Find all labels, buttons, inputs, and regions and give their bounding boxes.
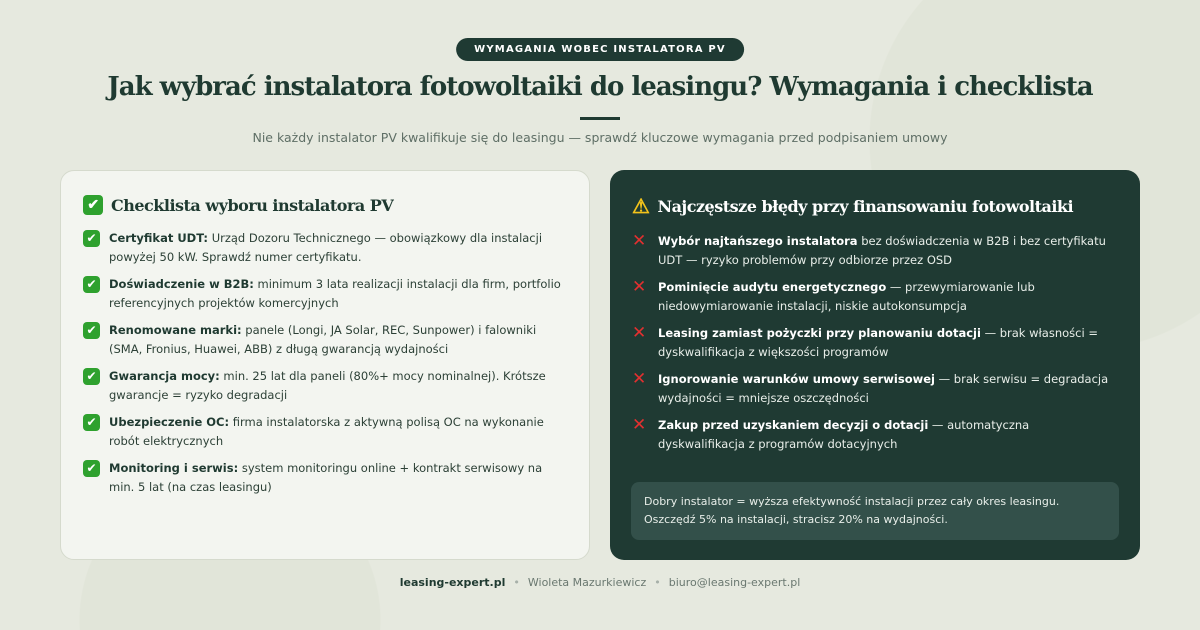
mistakes-item — [632, 370, 1118, 407]
checklist-item — [83, 229, 567, 266]
item-label: Gwarancja mocy: — [109, 369, 220, 383]
footer-site-link[interactable]: leasing-expert.pl — [399, 576, 506, 589]
item-label: Wybór najtańszego instalatora — [658, 234, 858, 248]
item-text — [658, 324, 1118, 361]
cross-icon: ✕ — [632, 415, 647, 435]
item-description: min. 25 lat dla paneli (80%+ mocy nominalnej). Krótsze gwarancje = ryzyko degradacji — [109, 369, 546, 402]
check-icon: ✔ — [83, 414, 100, 431]
mistakes-title: Najczęstsze błędy przy finansowaniu fotowoltaiki — [657, 196, 1074, 216]
item-label: Ubezpieczenie OC: — [109, 415, 230, 429]
title-divider — [580, 117, 620, 120]
category-badge: WYMAGANIA WOBEC INSTALATORA PV — [456, 38, 744, 61]
mistakes-item — [632, 278, 1118, 315]
mistakes-card — [610, 170, 1140, 560]
item-description: bez doświadczenia w B2B i bez certyfikatu UDT — ryzyko problemów przy odbiorze przez OSD — [658, 234, 1106, 267]
summary-note: Dobry instalator = wyższa efektywność instalacji przez cały okres leasingu. Oszczędź 5% na instalacji, stracisz 20% na wydajności. — [631, 482, 1119, 540]
checklist-item — [83, 321, 567, 358]
item-text — [109, 459, 567, 496]
item-text — [109, 367, 567, 404]
page-subtitle: Nie każdy instalator PV kwalifikuje się do leasingu — sprawdź kluczowe wymagania przed podpisaniem umowy — [252, 130, 948, 145]
mistakes-item — [632, 232, 1118, 269]
checklist-item — [83, 413, 567, 450]
checklist-item — [83, 367, 567, 404]
item-description: panele (Longi, JA Solar, REC, Sunpower) i falowniki (SMA, Fronius, Huawei, ABB) z długą gwarancją wydajności — [109, 323, 537, 356]
footer — [0, 576, 1200, 589]
checklist-item — [83, 459, 567, 496]
item-description: firma instalatorska z aktywną polisą OC na wykonanie robót elektrycznych — [109, 415, 544, 448]
item-description: — brak serwisu = degradacja wydajności = mniejsze oszczędności — [658, 372, 1109, 405]
cross-icon: ✕ — [632, 323, 647, 343]
warning-icon: ⚠ — [632, 194, 650, 218]
item-text — [109, 229, 567, 266]
cross-icon: ✕ — [632, 277, 647, 297]
item-label: Ignorowanie warunków umowy serwisowej — [658, 372, 935, 386]
cross-icon: ✕ — [632, 231, 647, 251]
check-icon: ✔ — [83, 322, 100, 339]
item-label: Pominięcie audytu energetycznego — [658, 280, 887, 294]
item-text — [658, 278, 1118, 315]
item-label: Doświadczenie w B2B: — [109, 277, 254, 291]
item-text — [658, 416, 1118, 453]
item-description: — brak własności = dyskwalifikacja z większości programów — [658, 326, 1098, 359]
footer-email-link[interactable]: biuro@leasing-expert.pl — [668, 576, 801, 589]
checklist-item — [83, 275, 567, 312]
item-label: Zakup przed uzyskaniem decyzji o dotacji — [658, 418, 929, 432]
separator: • — [654, 576, 661, 589]
check-icon: ✔ — [83, 276, 100, 293]
check-icon: ✔ — [83, 230, 100, 247]
checklist-list — [83, 229, 567, 496]
cross-icon: ✕ — [632, 369, 647, 389]
item-description: — przewymiarowanie lub niedowymiarowanie instalacji, niskie autokonsumpcja — [658, 280, 1035, 313]
checklist-heading — [83, 195, 567, 215]
item-label: Renomowane marki: — [109, 323, 242, 337]
item-description: Urząd Dozoru Technicznego — obowiązkowy dla instalacji powyżej 50 kW. Sprawdź numer certyfikatu. — [109, 231, 543, 264]
item-text — [658, 370, 1118, 407]
item-text — [109, 321, 567, 358]
item-text — [658, 232, 1118, 269]
item-text — [109, 275, 567, 312]
checklist-card — [60, 170, 590, 560]
check-icon: ✔ — [83, 368, 100, 385]
checklist-title: Checklista wyboru instalatora PV — [111, 195, 394, 215]
footer-author: Wioleta Mazurkiewicz — [527, 576, 647, 589]
check-icon: ✔ — [83, 460, 100, 477]
check-icon: ✔ — [83, 195, 103, 215]
item-label: Certyfikat UDT: — [109, 231, 209, 245]
separator: • — [513, 576, 520, 589]
mistakes-item — [632, 324, 1118, 361]
item-label: Leasing zamiast pożyczki przy planowaniu dotacji — [658, 326, 981, 340]
item-text — [109, 413, 567, 450]
mistakes-heading — [632, 194, 1118, 218]
page-title: Jak wybrać instalatora fotowoltaiki do leasingu? Wymagania i checklista — [107, 72, 1093, 102]
item-label: Monitoring i serwis: — [109, 461, 239, 475]
mistakes-list — [632, 232, 1118, 453]
mistakes-item — [632, 416, 1118, 453]
item-description: system monitoringu online + kontrakt serwisowy na min. 5 lat (na czas leasingu) — [109, 461, 543, 494]
item-description: — automatyczna dyskwalifikacja z programów dotacyjnych — [658, 418, 1030, 451]
item-description: minimum 3 lata realizacji instalacji dla firm, portfolio referencyjnych projektów komercyjnych — [109, 277, 561, 310]
